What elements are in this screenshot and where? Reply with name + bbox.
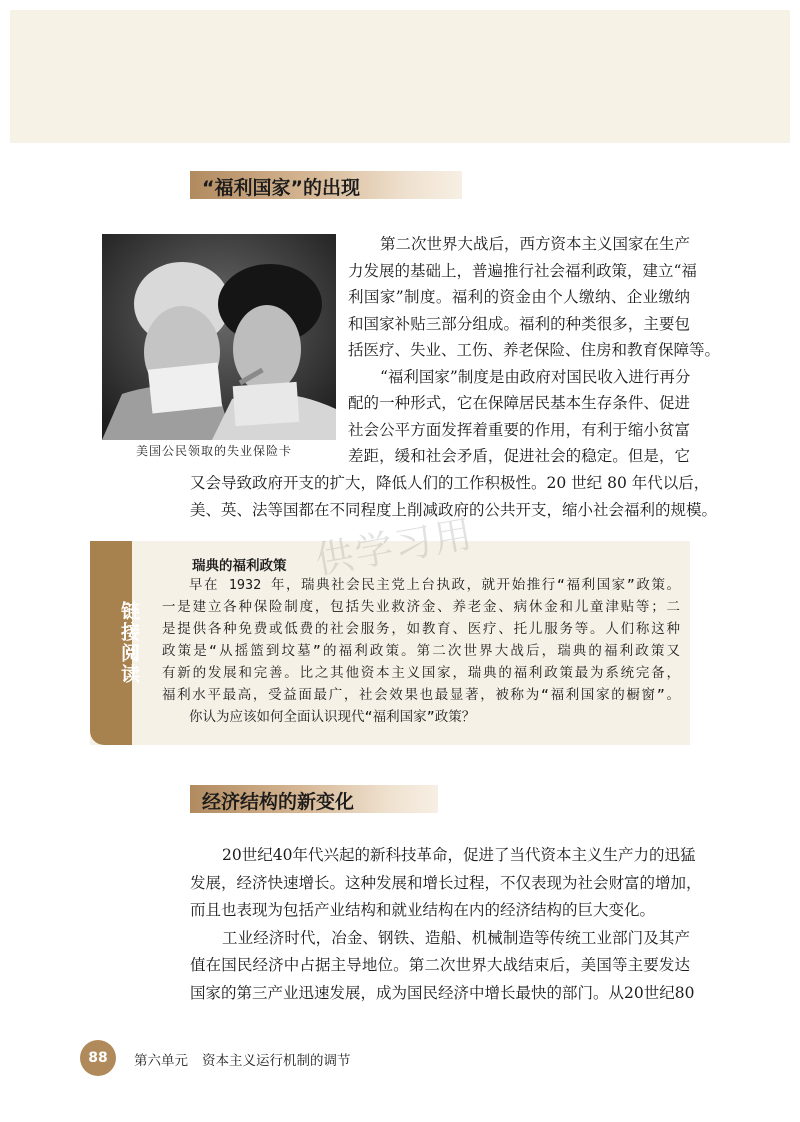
text-line: 美、英、法等国都在不同程度上削减政府的公共开支，缩小社会福利的规模。 (190, 500, 718, 519)
text-line: 你认为应该如何全面认识现代“福利国家”政策？ (189, 709, 476, 725)
text-line: 和国家补贴三部分组成。福利的种类很多，主要包 (348, 314, 690, 333)
text-line: 一是建立各种保险制度，包括失业救济金、养老金、病休金和儿童津贴等；二 (162, 599, 680, 615)
photo-unemployment-card (102, 234, 336, 440)
text-line: 政策是“从摇篮到坟墓”的福利政策。第二次世界大战后，瑞典的福利政策又 (162, 643, 680, 659)
linked-reading-text (162, 574, 680, 728)
linked-reading-title: 瑞典的福利政策 (192, 558, 287, 574)
section-heading-economic-structure (190, 785, 438, 813)
footer-unit: 第六单元 (134, 1053, 188, 1069)
section-heading-welfare-state (190, 171, 462, 199)
text-line: 20世纪40年代兴起的新科技革命，促进了当代资本主义生产力的迅猛 (222, 846, 696, 864)
text-line: 括医疗、失业、工伤、养老保险、住房和教育保障等。 (348, 341, 721, 359)
text-line: 社会公平方面发挥着重要的作用，有利于缩小贫富 (348, 420, 690, 439)
text-line: 是提供各种免费或低费的社会服务，如教育、医疗、托儿服务等。人们称这种 (162, 621, 680, 637)
linked-reading-tab-label: 链接阅读 (118, 601, 140, 685)
text-line: 值在国民经济中占据主导地位。第二次世界大战结束后，美国等主要发达 (190, 956, 690, 974)
page-number: 88 (80, 1040, 116, 1076)
text-line: 第二次世界大战后，西方资本主义国家在生产 (380, 235, 691, 253)
footer-chapter: 资本主义运行机制的调节 (202, 1053, 351, 1069)
text-line: 而且也表现为包括产业结构和就业结构在内的经济结构的巨大变化。 (190, 901, 656, 919)
linked-reading-tab (90, 541, 140, 745)
text-line: 工业经济时代，冶金、钢铁、造船、机械制造等传统工业部门及其产 (222, 928, 690, 947)
section2-paragraph (190, 842, 702, 1007)
section-heading-text: “福利国家”的出现 (202, 177, 360, 199)
running-footer (134, 1049, 351, 1069)
text-line: 早在 1932 年，瑞典社会民主党上台执政，就开始推行“福利国家”政策。 (189, 577, 680, 593)
text-line: 发展，经济快速增长。这种发展和增长过程，不仅表现为社会财富的增加， (190, 873, 702, 892)
section1-paragraph-right (348, 231, 721, 470)
photo-caption: 美国公民领取的失业保险卡 (136, 444, 293, 458)
section-heading-text: 经济结构的新变化 (202, 791, 355, 813)
text-line: 差距，缓和社会矛盾，促进社会的稳定。但是，它 (348, 447, 690, 465)
text-line: 力发展的基础上，普遍推行社会福利政策，建立“福 (348, 261, 697, 280)
text-line: 利国家”制度。福利的资金由个人缴纳、企业缴纳 (348, 288, 690, 306)
text-line: 配的一种形式，它在保障居民基本生存条件、促进 (348, 394, 690, 412)
text-line: “福利国家”制度是由政府对国民收入进行再分 (380, 367, 691, 386)
text-line: 福利水平最高，受益面最广，社会效果也最显著，被称为“福利国家的橱窗”。 (162, 687, 680, 703)
watermark: 供学习用 (312, 511, 478, 583)
text-line: 国家的第三产业迅速发展，成为国民经济中增长最快的部门。从20世纪80 (190, 983, 695, 1002)
text-line: 又会导致政府开支的扩大，降低人们的工作积极性。20 世纪 80 年代以后， (190, 474, 710, 492)
text-line: 有新的发展和完善。比之其他资本主义国家，瑞典的福利政策最为系统完备， (162, 665, 680, 681)
top-decorative-band (10, 10, 790, 143)
